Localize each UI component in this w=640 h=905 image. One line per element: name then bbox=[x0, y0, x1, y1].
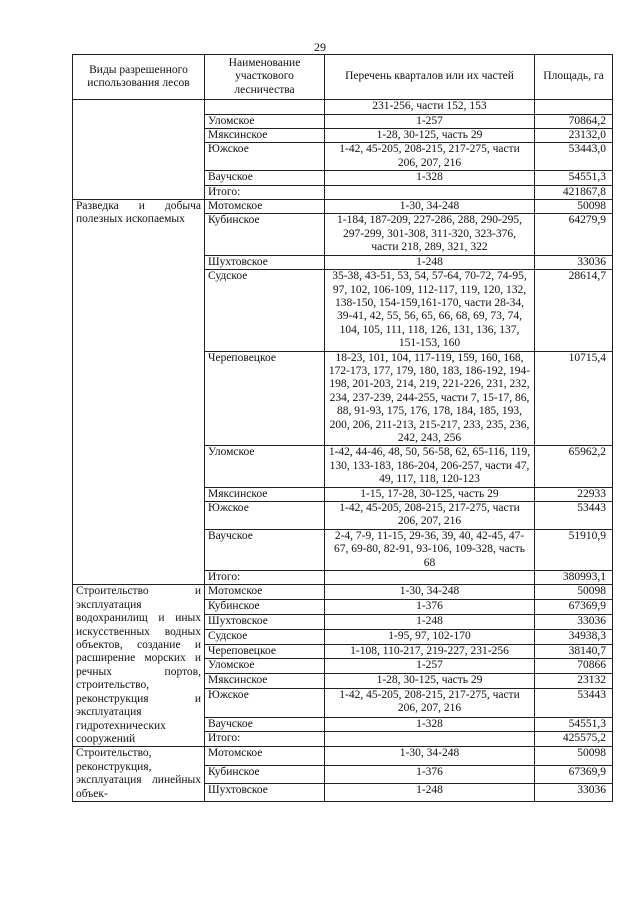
area-cell: 70864,2 bbox=[535, 114, 613, 128]
area-cell: 33036 bbox=[535, 783, 613, 801]
area-cell: 10715,4 bbox=[535, 351, 613, 446]
quarters-cell: 1-376 bbox=[325, 600, 535, 615]
area-cell: 65962,2 bbox=[535, 446, 613, 487]
quarters-cell bbox=[325, 571, 535, 585]
quarters-cell: 1-15, 17-28, 30-125, часть 29 bbox=[325, 487, 535, 501]
area-cell: 64279,9 bbox=[535, 214, 613, 255]
quarters-cell: 1-376 bbox=[325, 765, 535, 783]
forestry-cell bbox=[205, 100, 325, 114]
use-type-cell: Разведка и добыча полезных ископаемых bbox=[73, 200, 205, 585]
area-cell: 50098 bbox=[535, 585, 613, 600]
area-cell: 51910,9 bbox=[535, 529, 613, 570]
quarters-cell: 1-328 bbox=[325, 171, 535, 185]
header-quarters: Перечень кварталов или их частей bbox=[325, 55, 535, 100]
table-row bbox=[73, 100, 613, 114]
quarters-cell: 1-42, 45-205, 208-215, 217-275, части 206, 207, 216 bbox=[325, 143, 535, 171]
quarters-cell bbox=[325, 185, 535, 199]
quarters-cell: 1-108, 110-217, 219-227, 231-256 bbox=[325, 644, 535, 659]
quarters-cell: 1-257 bbox=[325, 659, 535, 674]
area-cell: 28614,7 bbox=[535, 270, 613, 351]
table-header-row bbox=[73, 55, 613, 100]
area-cell: 67369,9 bbox=[535, 600, 613, 615]
forestry-cell: Мотомское bbox=[205, 747, 325, 765]
area-cell: 70866 bbox=[535, 659, 613, 674]
area-cell bbox=[535, 100, 613, 114]
forestry-cell: Мяксинское bbox=[205, 129, 325, 143]
forestry-cell: Шухтовское bbox=[205, 255, 325, 269]
quarters-cell: 35-38, 43-51, 53, 54, 57-64, 70-72, 74-95, 97, 102, 106-109, 112-117, 119, 120, 132, 138-150, 154-159,161-170, части 28-34, 39-41, 42, 55, 56, 65, 66, 68, 69, 73, 74, 104, 105, 111, 118, 126, 131, 136, 137, 151-153, 160 bbox=[325, 270, 535, 351]
quarters-cell: 1-42, 44-46, 48, 50, 56-58, 62, 65-116, 119, 130, 133-183, 186-204, 206-257, части 47, 49, 117, 118, 120-123 bbox=[325, 446, 535, 487]
forestry-cell: Мяксинское bbox=[205, 674, 325, 689]
quarters-cell: 1-42, 45-205, 208-215, 217-275, части 206, 207, 216 bbox=[325, 502, 535, 530]
forestry-cell: Южское bbox=[205, 689, 325, 718]
header-area: Площадь, га bbox=[535, 55, 613, 100]
quarters-cell: 1-248 bbox=[325, 615, 535, 630]
area-cell: 53443 bbox=[535, 689, 613, 718]
forestry-cell: Судское bbox=[205, 270, 325, 351]
forestry-cell: Южское bbox=[205, 502, 325, 530]
area-cell: 50098 bbox=[535, 747, 613, 765]
total-area-cell: 421867,8 bbox=[535, 185, 613, 199]
use-type-cell bbox=[73, 100, 205, 200]
forest-use-table bbox=[72, 54, 613, 802]
area-cell: 38140,7 bbox=[535, 644, 613, 659]
quarters-cell: 1-30, 34-248 bbox=[325, 747, 535, 765]
header-forestry: Наименование участкового лесничества bbox=[205, 55, 325, 100]
forestry-cell: Ваучское bbox=[205, 529, 325, 570]
forestry-cell: Уломское bbox=[205, 446, 325, 487]
forestry-cell: Уломское bbox=[205, 659, 325, 674]
quarters-cell: 1-30, 34-248 bbox=[325, 200, 535, 214]
total-area-cell: 425575,2 bbox=[535, 732, 613, 747]
area-cell: 67369,9 bbox=[535, 765, 613, 783]
quarters-cell: 1-248 bbox=[325, 783, 535, 801]
area-cell: 50098 bbox=[535, 200, 613, 214]
forestry-cell: Шухтовское bbox=[205, 783, 325, 801]
forestry-cell: Мяксинское bbox=[205, 487, 325, 501]
forestry-cell: Кубинское bbox=[205, 600, 325, 615]
forestry-cell: Ваучское bbox=[205, 171, 325, 185]
quarters-cell: 1-184, 187-209, 227-286, 288, 290-295, 297-299, 301-308, 311-320, 323-376, части 218, 289, 321, 322 bbox=[325, 214, 535, 255]
quarters-cell bbox=[325, 732, 535, 747]
forestry-cell: Кубинское bbox=[205, 214, 325, 255]
area-cell: 33036 bbox=[535, 255, 613, 269]
total-area-cell: 380993,1 bbox=[535, 571, 613, 585]
quarters-cell: 1-328 bbox=[325, 717, 535, 732]
area-cell: 34938,3 bbox=[535, 629, 613, 644]
area-cell: 33036 bbox=[535, 615, 613, 630]
quarters-cell: 1-42, 45-205, 208-215, 217-275, части 206, 207, 216 bbox=[325, 689, 535, 718]
area-cell: 23132 bbox=[535, 674, 613, 689]
forestry-cell: Мотомское bbox=[205, 585, 325, 600]
quarters-cell: 1-28, 30-125, часть 29 bbox=[325, 129, 535, 143]
forestry-cell: Южское bbox=[205, 143, 325, 171]
quarters-cell: 2-4, 7-9, 11-15, 29-36, 39, 40, 42-45, 47-67, 69-80, 82-91, 93-106, 109-328, часть 68 bbox=[325, 529, 535, 570]
header-use-type: Виды разрешенного использования лесов bbox=[73, 55, 205, 100]
quarters-cell: 1-95, 97, 102-170 bbox=[325, 629, 535, 644]
area-cell: 54551,3 bbox=[535, 171, 613, 185]
quarters-cell: 1-30, 34-248 bbox=[325, 585, 535, 600]
table-row bbox=[73, 747, 613, 765]
table-body bbox=[73, 100, 613, 802]
quarters-cell: 231-256, части 152, 153 bbox=[325, 100, 535, 114]
page-number: 29 bbox=[314, 40, 326, 54]
quarters-cell: 18-23, 101, 104, 117-119, 159, 160, 168, 172-173, 177, 179, 180, 183, 186-192, 194-198, 201-203, 214, 219, 221-226, 231, 232, 234, 237-239, 244-255, части 7, 15-17, 86, 88, 91-93, 175, 176, 178, 184, 185, 193, 200, 206, 211-213, 215-217, 233, 235, 236, 242, 243, 256 bbox=[325, 351, 535, 446]
area-cell: 22933 bbox=[535, 487, 613, 501]
forestry-cell: Шухтовское bbox=[205, 615, 325, 630]
forestry-cell: Череповецкое bbox=[205, 351, 325, 446]
table-row bbox=[73, 200, 613, 214]
area-cell: 54551,3 bbox=[535, 717, 613, 732]
use-type-cell: Строительство, реконструкция, эксплуатация линейных объек- bbox=[73, 747, 205, 802]
total-label: Итого: bbox=[205, 732, 325, 747]
quarters-cell: 1-248 bbox=[325, 255, 535, 269]
total-label: Итого: bbox=[205, 571, 325, 585]
forestry-cell: Уломское bbox=[205, 114, 325, 128]
forestry-cell: Мотомское bbox=[205, 200, 325, 214]
forestry-cell: Череповецкое bbox=[205, 644, 325, 659]
area-cell: 53443 bbox=[535, 502, 613, 530]
forestry-cell: Кубинское bbox=[205, 765, 325, 783]
table-row bbox=[73, 585, 613, 600]
total-label: Итого: bbox=[205, 185, 325, 199]
forestry-cell: Судское bbox=[205, 629, 325, 644]
quarters-cell: 1-257 bbox=[325, 114, 535, 128]
area-cell: 53443,0 bbox=[535, 143, 613, 171]
use-type-cell: Строительство и эксплуатация водохранилищ и иных искусственных водных объектов, создание и расширение морских и речных портов, строительство, реконструкция и эксплуатация гидротехнических сооружений bbox=[73, 585, 205, 747]
quarters-cell: 1-28, 30-125, часть 29 bbox=[325, 674, 535, 689]
area-cell: 23132,0 bbox=[535, 129, 613, 143]
forestry-cell: Ваучское bbox=[205, 717, 325, 732]
